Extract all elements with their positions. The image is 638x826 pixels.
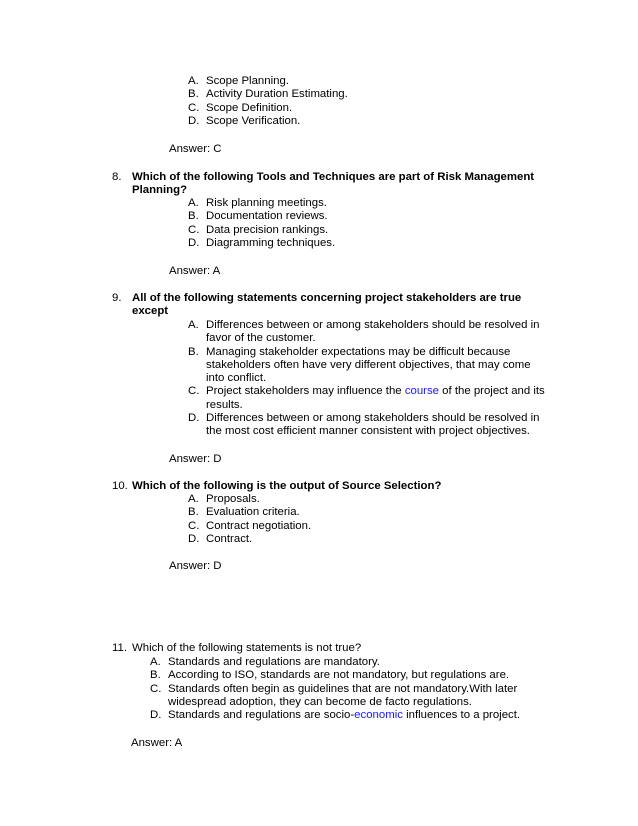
question-9: [112, 292, 552, 319]
q9-options: [188, 319, 548, 439]
economic-link[interactable]: economic: [354, 709, 403, 722]
question-text: Which of the following statements is not true?: [132, 642, 362, 654]
option-d: D. Scope Verification.: [188, 114, 301, 127]
option-d: D. Diagramming techniques.: [188, 236, 336, 249]
option-c: C. Contract negotiation.: [188, 519, 312, 532]
question-number: 10.: [112, 480, 128, 492]
option-a: A. Standards and regulations are mandatory.: [150, 656, 380, 668]
option-c: C. Scope Definition.: [188, 101, 293, 114]
option-d: D. Differences between or among stakeholders should be resolved in the most cost efficient manner consistent with project objectives.: [188, 412, 540, 438]
option-b: B. According to ISO, standards are not mandatory, but regulations are.: [150, 669, 510, 682]
option-a: A. Risk planning meetings.: [188, 197, 327, 209]
option-a: A. Differences between or among stakeholders should be resolved in favor of the customer.: [188, 319, 540, 345]
option-b: B. Documentation reviews.: [188, 210, 328, 223]
q11-options: [150, 656, 530, 722]
prev-options: [188, 75, 548, 128]
question-number: 11.: [112, 642, 127, 654]
option-d: D. Standards and regulations are socio-economic influences to a project.: [150, 709, 521, 722]
question-text: Which of the following is the output of Source Selection?: [132, 480, 442, 492]
option-b: B. Activity Duration Estimating.: [188, 88, 348, 101]
question-8: [112, 171, 552, 198]
prev-answer: Answer: C: [169, 143, 222, 155]
question-text: All of the following statements concerning project stakeholders are true except: [132, 292, 522, 318]
question-number: 8.: [112, 171, 122, 183]
question-text: Which of the following Tools and Techniques are part of Risk Management Planning?: [132, 171, 535, 197]
question-number: 9.: [112, 292, 122, 304]
question-11: [112, 642, 552, 655]
q10-answer: Answer: D: [169, 560, 222, 572]
q8-answer: Answer: A: [169, 265, 221, 277]
option-b: B. Evaluation criteria.: [188, 506, 300, 519]
q9-answer: Answer: D: [169, 453, 222, 465]
q10-options: [188, 493, 548, 546]
question-10: [112, 480, 552, 493]
course-link[interactable]: course: [404, 385, 440, 398]
option-b: B. Managing stakeholder expectations may be difficult because stakeholders often have very different objectives, that may come into conflict.: [188, 345, 531, 385]
option-a: A. Scope Planning.: [188, 75, 289, 87]
option-c: C. Standards often begin as guidelines that are not mandatory.With later widespread adoption, they can become de facto regulations.: [150, 682, 518, 708]
option-c: C. Data precision rankings.: [188, 223, 329, 236]
option-c: C. Project stakeholders may influence the course of the project and its results.: [188, 385, 545, 411]
q8-options: [188, 197, 548, 250]
option-d: D. Contract.: [188, 532, 253, 545]
option-a: A. Proposals.: [188, 493, 260, 505]
q11-answer: Answer: A: [131, 737, 183, 749]
